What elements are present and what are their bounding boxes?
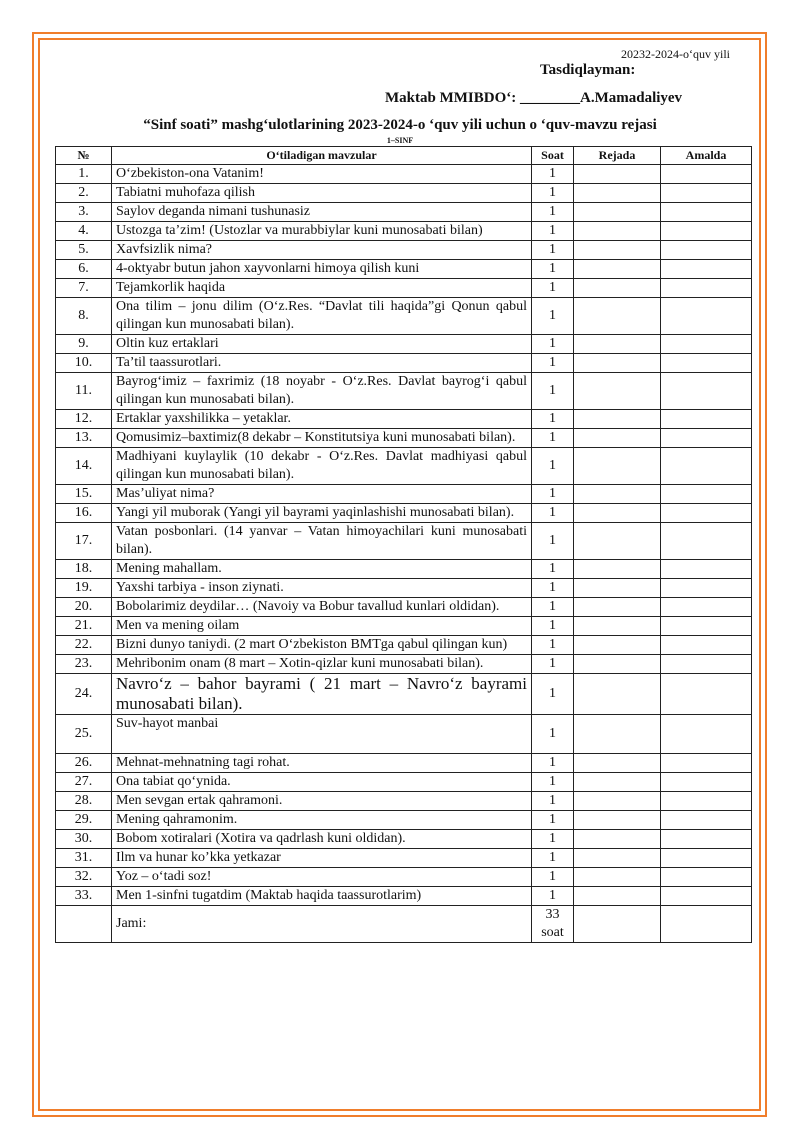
row-hours: 1 xyxy=(532,617,574,636)
row-hours: 1 xyxy=(532,260,574,279)
row-topic: Bobolarimiz deydilar… (Navoiy va Bobur tavallud kunlari oldidan). xyxy=(112,598,532,617)
row-topic: Ta’til taassurotlari. xyxy=(112,354,532,373)
row-number: 22. xyxy=(56,636,112,655)
row-hours: 1 xyxy=(532,523,574,560)
column-header-actual: Amalda xyxy=(661,147,752,165)
row-hours: 1 xyxy=(532,636,574,655)
row-hours: 1 xyxy=(532,279,574,298)
row-topic: Bobom xotiralari (Xotira va qadrlash kuni oldidan). xyxy=(112,830,532,849)
row-planned-cell xyxy=(574,354,661,373)
row-topic: Madhiyani kuylaylik (10 dekabr - O‘z.Res. Davlat madhiyasi qabul qilingan kun munosabati bilan). xyxy=(112,448,532,485)
row-topic: Yaxshi tarbiya - inson ziynati. xyxy=(112,579,532,598)
row-number: 33. xyxy=(56,887,112,906)
row-number: 4. xyxy=(56,222,112,241)
row-actual-cell xyxy=(661,715,752,754)
table-row xyxy=(56,485,752,504)
row-planned-cell xyxy=(574,792,661,811)
row-hours: 1 xyxy=(532,655,574,674)
table-row xyxy=(56,335,752,354)
row-topic: Ona tabiat qo‘ynida. xyxy=(112,773,532,792)
column-header-planned: Rejada xyxy=(574,147,661,165)
table-row xyxy=(56,849,752,868)
row-topic: Ona tilim – jonu dilim (O‘z.Res. “Davlat tili haqida”gi Qonun qabul qilingan kun munosabati bilan). xyxy=(112,298,532,335)
row-topic: Oltin kuz ertaklari xyxy=(112,335,532,354)
row-number: 13. xyxy=(56,429,112,448)
table-row xyxy=(56,354,752,373)
row-hours: 1 xyxy=(532,222,574,241)
table-row xyxy=(56,655,752,674)
row-actual-cell xyxy=(661,868,752,887)
table-row xyxy=(56,279,752,298)
row-topic: Yangi yil muborak (Yangi yil bayrami yaqinlashishi munosabati bilan). xyxy=(112,504,532,523)
row-number: 27. xyxy=(56,773,112,792)
academic-year-label: 20232-2024-o‘quv yili xyxy=(621,47,730,61)
approval-label: Tasdiqlayman: xyxy=(540,62,636,78)
row-planned-cell xyxy=(574,260,661,279)
row-number: 14. xyxy=(56,448,112,485)
row-topic: Ilm va hunar ko’kka yetkazar xyxy=(112,849,532,868)
table-row xyxy=(56,429,752,448)
table-row xyxy=(56,184,752,203)
total-row xyxy=(56,906,752,943)
row-planned-cell xyxy=(574,849,661,868)
row-actual-cell xyxy=(661,887,752,906)
row-topic: 4-oktyabr butun jahon xayvonlarni himoya qilish kuni xyxy=(112,260,532,279)
row-planned-cell xyxy=(574,241,661,260)
row-planned-cell xyxy=(574,830,661,849)
row-actual-cell xyxy=(661,830,752,849)
row-planned-cell xyxy=(574,773,661,792)
table-body xyxy=(56,165,752,906)
row-planned-cell xyxy=(574,184,661,203)
row-planned-cell xyxy=(574,617,661,636)
row-topic: Mehribonim onam (8 mart – Xotin-qizlar kuni munosabati bilan). xyxy=(112,655,532,674)
row-topic: O‘zbekiston-ona Vatanim! xyxy=(112,165,532,184)
table-row xyxy=(56,754,752,773)
table-header-row xyxy=(56,147,752,165)
table-row xyxy=(56,504,752,523)
row-planned-cell xyxy=(574,754,661,773)
row-planned-cell xyxy=(574,674,661,715)
column-header-hours: Soat xyxy=(532,147,574,165)
row-hours: 1 xyxy=(532,754,574,773)
director-signature-line: Maktab MMIBDO‘: ________A.Mamadaliyev xyxy=(385,90,683,106)
row-number: 28. xyxy=(56,792,112,811)
row-hours: 1 xyxy=(532,773,574,792)
table-row xyxy=(56,410,752,429)
row-hours: 1 xyxy=(532,410,574,429)
table-row xyxy=(56,298,752,335)
row-topic: Saylov deganda nimani tushunasiz xyxy=(112,203,532,222)
row-hours: 1 xyxy=(532,184,574,203)
row-hours: 1 xyxy=(532,354,574,373)
row-number: 10. xyxy=(56,354,112,373)
row-planned-cell xyxy=(574,811,661,830)
row-topic: Suv-hayot manbai xyxy=(112,715,532,754)
row-actual-cell xyxy=(661,222,752,241)
row-hours: 1 xyxy=(532,203,574,222)
row-actual-cell xyxy=(661,165,752,184)
row-number: 16. xyxy=(56,504,112,523)
table-row xyxy=(56,617,752,636)
row-number: 18. xyxy=(56,560,112,579)
row-actual-cell xyxy=(661,298,752,335)
row-topic: Ustozga ta’zim! (Ustozlar va murabbiylar kuni munosabati bilan) xyxy=(112,222,532,241)
row-planned-cell xyxy=(574,373,661,410)
grade-label: 1–SINF xyxy=(386,136,414,145)
row-number: 6. xyxy=(56,260,112,279)
document-title: “Sinf soati” mashg‘ulotlarining 2023-2024-o ‘quv yili uchun o ‘quv-mavzu rejasi xyxy=(143,117,657,133)
row-number: 12. xyxy=(56,410,112,429)
row-actual-cell xyxy=(661,354,752,373)
row-topic: Ertaklar yaxshilikka – yetaklar. xyxy=(112,410,532,429)
row-actual-cell xyxy=(661,410,752,429)
row-hours: 1 xyxy=(532,579,574,598)
row-actual-cell xyxy=(661,754,752,773)
row-actual-cell xyxy=(661,811,752,830)
row-actual-cell xyxy=(661,523,752,560)
row-planned-cell xyxy=(574,868,661,887)
table-row xyxy=(56,598,752,617)
row-topic: Mas’uliyat nima? xyxy=(112,485,532,504)
row-topic: Qomusimiz–baxtimiz(8 dekabr – Konstitutsiya kuni munosabati bilan). xyxy=(112,429,532,448)
row-hours: 1 xyxy=(532,165,574,184)
table-row xyxy=(56,260,752,279)
table-row xyxy=(56,792,752,811)
table-row xyxy=(56,523,752,560)
row-hours: 1 xyxy=(532,811,574,830)
row-planned-cell xyxy=(574,298,661,335)
total-hours: 33 soat xyxy=(532,906,574,943)
row-number: 3. xyxy=(56,203,112,222)
row-actual-cell xyxy=(661,849,752,868)
row-topic: Mehnat-mehnatning tagi rohat. xyxy=(112,754,532,773)
row-number: 26. xyxy=(56,754,112,773)
row-number: 1. xyxy=(56,165,112,184)
table-row xyxy=(56,165,752,184)
row-number: 23. xyxy=(56,655,112,674)
row-hours: 1 xyxy=(532,887,574,906)
table-row xyxy=(56,448,752,485)
row-number: 31. xyxy=(56,849,112,868)
row-planned-cell xyxy=(574,222,661,241)
row-hours: 1 xyxy=(532,448,574,485)
row-planned-cell xyxy=(574,165,661,184)
table-row xyxy=(56,373,752,410)
row-number: 5. xyxy=(56,241,112,260)
row-hours: 1 xyxy=(532,715,574,754)
row-topic: Mening qahramonim. xyxy=(112,811,532,830)
row-actual-cell xyxy=(661,504,752,523)
row-hours: 1 xyxy=(532,298,574,335)
row-number: 11. xyxy=(56,373,112,410)
row-number: 30. xyxy=(56,830,112,849)
row-actual-cell xyxy=(661,792,752,811)
row-planned-cell xyxy=(574,504,661,523)
column-header-number: № xyxy=(56,147,112,165)
row-topic: Tejamkorlik haqida xyxy=(112,279,532,298)
table-row xyxy=(56,715,752,754)
row-actual-cell xyxy=(661,279,752,298)
row-actual-cell xyxy=(661,579,752,598)
table-row xyxy=(56,887,752,906)
row-planned-cell xyxy=(574,485,661,504)
table-row xyxy=(56,636,752,655)
table-row xyxy=(56,222,752,241)
row-hours: 1 xyxy=(532,674,574,715)
row-hours: 1 xyxy=(532,598,574,617)
row-planned-cell xyxy=(574,523,661,560)
row-actual-cell xyxy=(661,636,752,655)
row-number: 7. xyxy=(56,279,112,298)
row-topic: Yoz – o‘tadi soz! xyxy=(112,868,532,887)
table-row xyxy=(56,674,752,715)
row-topic: Men sevgan ertak qahramoni. xyxy=(112,792,532,811)
row-actual-cell xyxy=(661,560,752,579)
row-number: 19. xyxy=(56,579,112,598)
row-planned-cell xyxy=(574,655,661,674)
row-actual-cell xyxy=(661,203,752,222)
row-planned-cell xyxy=(574,598,661,617)
total-actual-cell xyxy=(661,906,752,943)
row-planned-cell xyxy=(574,203,661,222)
row-hours: 1 xyxy=(532,560,574,579)
total-planned-cell xyxy=(574,906,661,943)
row-actual-cell xyxy=(661,485,752,504)
table-row xyxy=(56,560,752,579)
row-hours: 1 xyxy=(532,504,574,523)
row-planned-cell xyxy=(574,560,661,579)
row-planned-cell xyxy=(574,636,661,655)
row-hours: 1 xyxy=(532,429,574,448)
lesson-plan-table xyxy=(55,146,752,943)
row-planned-cell xyxy=(574,715,661,754)
row-hours: 1 xyxy=(532,792,574,811)
row-planned-cell xyxy=(574,279,661,298)
row-planned-cell xyxy=(574,410,661,429)
row-actual-cell xyxy=(661,448,752,485)
row-number: 9. xyxy=(56,335,112,354)
row-number: 25. xyxy=(56,715,112,754)
column-header-topics: O‘tiladigan mavzular xyxy=(112,147,532,165)
row-planned-cell xyxy=(574,887,661,906)
row-number: 17. xyxy=(56,523,112,560)
total-label: Jami: xyxy=(112,906,532,943)
row-planned-cell xyxy=(574,448,661,485)
table-row xyxy=(56,579,752,598)
row-actual-cell xyxy=(661,335,752,354)
table-row xyxy=(56,811,752,830)
row-topic: Mening mahallam. xyxy=(112,560,532,579)
table-row xyxy=(56,203,752,222)
row-number: 2. xyxy=(56,184,112,203)
row-actual-cell xyxy=(661,241,752,260)
row-hours: 1 xyxy=(532,335,574,354)
row-planned-cell xyxy=(574,335,661,354)
row-planned-cell xyxy=(574,579,661,598)
row-hours: 1 xyxy=(532,241,574,260)
row-actual-cell xyxy=(661,674,752,715)
row-number: 8. xyxy=(56,298,112,335)
row-actual-cell xyxy=(661,598,752,617)
row-topic: Men 1-sinfni tugatdim (Maktab haqida taassurotlarim) xyxy=(112,887,532,906)
row-number: 24. xyxy=(56,674,112,715)
row-actual-cell xyxy=(661,773,752,792)
row-hours: 1 xyxy=(532,849,574,868)
row-hours: 1 xyxy=(532,830,574,849)
row-number: 20. xyxy=(56,598,112,617)
row-topic: Bizni dunyo taniydi. (2 mart O‘zbekiston BMTga qabul qilingan kun) xyxy=(112,636,532,655)
row-topic: Xavfsizlik nima? xyxy=(112,241,532,260)
row-number: 15. xyxy=(56,485,112,504)
table-row xyxy=(56,868,752,887)
row-hours: 1 xyxy=(532,868,574,887)
table-row xyxy=(56,773,752,792)
row-hours: 1 xyxy=(532,485,574,504)
row-actual-cell xyxy=(661,429,752,448)
row-planned-cell xyxy=(574,429,661,448)
total-number-cell xyxy=(56,906,112,943)
row-number: 29. xyxy=(56,811,112,830)
row-actual-cell xyxy=(661,260,752,279)
row-actual-cell xyxy=(661,373,752,410)
row-number: 32. xyxy=(56,868,112,887)
row-actual-cell xyxy=(661,617,752,636)
row-actual-cell xyxy=(661,655,752,674)
row-topic: Tabiatni muhofaza qilish xyxy=(112,184,532,203)
row-hours: 1 xyxy=(532,373,574,410)
row-topic: Vatan posbonlari. (14 yanvar – Vatan himoyachilari kuni munosabati bilan). xyxy=(112,523,532,560)
table-row xyxy=(56,830,752,849)
table-row xyxy=(56,241,752,260)
row-topic: Bayrog‘imiz – faxrimiz (18 noyabr - O‘z.Res. Davlat bayrog‘i qabul qilingan kun munosabati bilan). xyxy=(112,373,532,410)
row-number: 21. xyxy=(56,617,112,636)
row-actual-cell xyxy=(661,184,752,203)
row-topic: Navro‘z – bahor bayrami ( 21 mart – Navro‘z bayrami munosabati bilan). xyxy=(112,674,532,715)
row-topic: Men va mening oilam xyxy=(112,617,532,636)
